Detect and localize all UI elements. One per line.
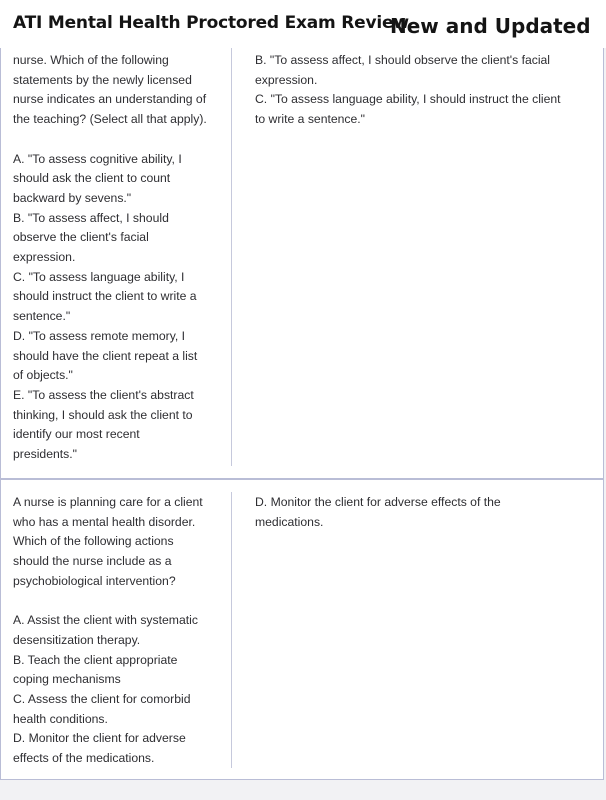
answer-text: D. Monitor the client for adverse effects of the medications. [255,495,501,529]
document-tag: New and Updated [390,14,591,38]
document-header [0,0,606,48]
flashcard-1 [0,34,604,479]
column-divider [231,46,232,466]
document-title: ATI Mental Health Proctored Exam Review [13,13,409,33]
answer-text: B. "To assess affect, I should observe the client's facial expression. C. "To assess language ability, I should instruct the client to write a sentence." [255,53,561,127]
question-text: nurse. Which of the following statements by the newly licensed nurse indicates an understanding of the teaching? (Select all that apply). A. "To assess cognitive ability, I should ask the client to count backward by sevens." B. "To assess affect, I should observe the client's facial expression. C. "To assess language ability, I should instruct the client to write a sentence." D. "To assess remote memory, I should have the client repeat a list of objects." E. "To assess the client's abstract thinking, I should ask the client to identify our most recent presidents." [13,53,207,462]
question-text: A nurse is planning care for a client who has a mental health disorder. Which of the following actions should the nurse include as a psychobiological intervention? A. Assist the client with systematic desensitization therapy. B. Teach the client appropriate coping mechanisms C. Assess the client for comorbid health conditions. D. Monitor the client for adverse effects of the medications. [13,495,203,766]
column-divider [231,492,232,768]
flashcard-2 [0,479,604,780]
